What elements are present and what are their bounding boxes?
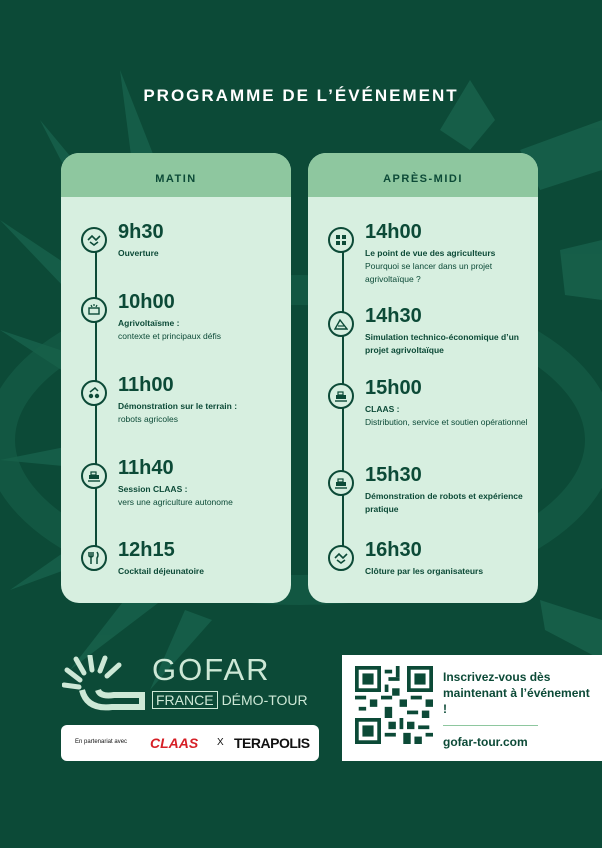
item-title: Cocktail déjeunatoire [118,566,204,576]
solar-panel-icon [81,297,107,323]
afternoon-header: APRÈS-MIDI [308,153,538,197]
time: 16h30 [365,539,422,561]
time: 14h00 [365,221,422,243]
item-title: Ouverture [118,248,159,258]
registration-card [342,655,602,761]
brand-subtitle [152,692,308,708]
item-title: Session CLAAS : [118,484,188,494]
divider [443,725,538,726]
time: 15h30 [365,464,422,486]
register-text: Inscrivez-vous dès maintenant à l’événement ! [443,670,590,716]
register-link[interactable]: gofar-tour.com [443,735,528,749]
time: 9h30 [118,221,164,243]
partners-x: X [217,737,224,748]
solar-field-icon [328,311,354,337]
item-title: Le point de vue des agriculteurs [365,248,496,258]
item-title: Simulation technico-économique d’un projet agrivoltaïque [365,332,519,355]
claas-logo: CLAAS [150,735,199,751]
qr-code[interactable] [355,666,433,744]
page-title: PROGRAMME DE L’ÉVÉNEMENT [143,86,459,105]
item-title: Démonstration de robots et expérience pratique [365,491,523,514]
item-description: vers une agriculture autonome [118,497,233,507]
partners-banner [61,725,319,761]
time: 11h40 [118,457,174,479]
brand-name: GOFAR [152,652,271,687]
harvester-icon [328,470,354,496]
brand-country: FRANCE [152,691,218,709]
handshake-icon [81,227,107,253]
time: 10h00 [118,291,175,313]
item-title: CLAAS : [365,404,400,414]
item-description: contexte et principaux défis [118,331,222,341]
brand-tour: DÉMO-TOUR [221,692,308,708]
robot-icon [81,380,107,406]
item-title: Clôture par les organisateurs [365,566,484,576]
morning-header: MATIN [61,153,291,197]
partners-label: En partenariat avec [75,739,128,745]
farmers-icon [328,227,354,253]
item-title: Agrivoltaïsme : [118,318,180,328]
harvester-icon [328,383,354,409]
time: 14h30 [365,305,422,327]
handshake-icon [328,545,354,571]
item-description: robots agricoles [118,414,179,424]
harvester-icon [81,463,107,489]
morning-card [61,153,291,603]
time: 12h15 [118,539,175,561]
item-description: Pourquoi se lancer dans un projet agrivoltaïque ? [365,261,493,284]
item-title: Démonstration sur le terrain : [118,401,238,411]
time: 15h00 [365,377,422,399]
item-description: Distribution, service et soutien opérationnel [365,417,528,427]
afternoon-card [308,153,538,603]
cutlery-icon [81,545,107,571]
terapolis-logo: TERAPOLIS [234,735,310,751]
time: 11h00 [118,374,174,396]
